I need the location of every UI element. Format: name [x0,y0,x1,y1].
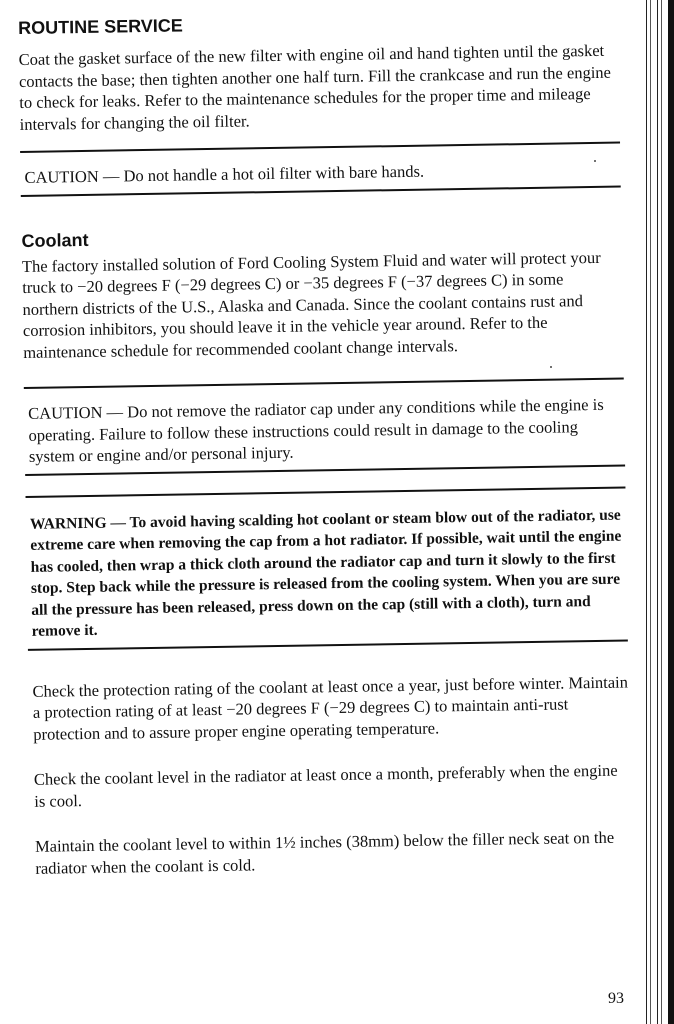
protection-rating-paragraph: Check the protection rating of the coolant at least once a year, just before winter. Maintain a protection rating of at least −20 degrees F (−29 degrees C) to maintain anti-rust protection and to assure proper engine operating temperature. [32,672,629,744]
routine-service-paragraph: Coat the gasket surface of the new filter with engine oil and hand tighten until the gasket contacts the base; then tighten another one half turn. Fill the crankcase and run the engine to check for leaks. Refer to the maintenance schedules for the proper time and mileage intervals for changing the oil filter. [18,40,612,134]
coolant-heading: Coolant [21,229,89,251]
maintain-level-paragraph: Maintain the coolant level to within 1½ inches (38mm) below the filler neck seat on the radiator when the coolant is cold. [34,827,615,878]
page-content [18,9,631,879]
page-edge-shadow [668,0,674,1024]
oil-filter-caution-text: CAUTION — Do not handle a hot oil filter with bare hands. [24,161,425,187]
radiator-caution-box [24,378,625,476]
routine-service-heading: ROUTINE SERVICE [18,15,183,38]
coolant-paragraph: The factory installed solution of Ford Cooling System Fluid and water will protect your truck to −20 degrees F (−29 degrees C) or −35 degrees F (−37 degrees C) in some northern districts of the U.S., Alaska and Canada. Since the coolant contains rust and corrosion inhibitors, you should leave it in the vehicle year around. Refer to the maintenance schedule for recommended coolant change intervals. [21,247,601,362]
radiator-caution-text: CAUTION — Do not remove the radiator cap under any conditions while the engine is operating. Failure to follow these instructions could result in damage to the cooling system or engine and/or personal injury. [28,394,604,466]
oil-filter-caution-box [20,142,621,197]
scalding-warning-box [26,486,628,650]
print-speck [594,160,596,162]
page-number: 93 [608,990,624,1007]
coolant-level-paragraph: Check the coolant level in the radiator at least once a month, preferably when the engine is cool. [33,760,618,811]
print-speck [550,366,552,368]
scalding-warning-text: WARNING — To avoid having scalding hot coolant or steam blow out of the radiator, use extreme care when removing the cap from a hot radiator. If possible, wait until the engine has cooled, then wrap a thick cloth around the radiator cap and turn it slowly to the first stop. Step back while the pressure is released from the cooling system. When you are sure all the pressure has been released, press down on the cap (still with a cloth), turn and remove it. [29,506,622,640]
